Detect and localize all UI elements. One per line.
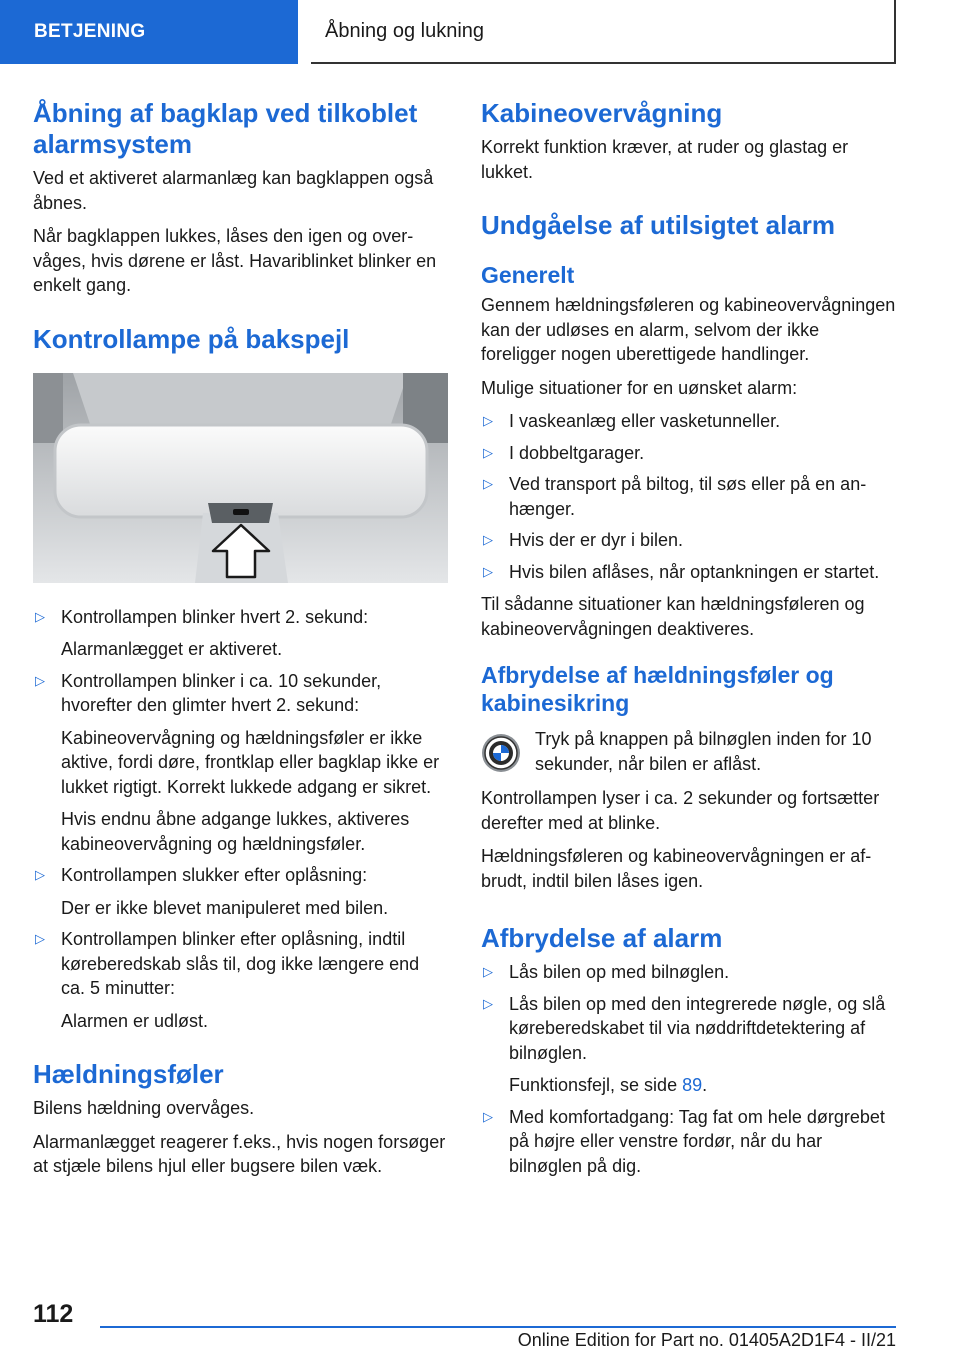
list-item	[33, 605, 448, 662]
list-item	[481, 441, 896, 466]
text-general-2: Mulige situationer for en uønsket alarm:	[481, 377, 798, 398]
header-section-label: BETJENING	[34, 21, 146, 42]
triangle-right-icon: ▷	[35, 608, 45, 624]
heading-stop-alarm: Afbrydelse af alarm	[481, 923, 723, 953]
header-chapter-label: Åbning og lukning	[325, 19, 485, 42]
triangle-right-icon: ▷	[483, 964, 493, 979]
text-tailgate-2: Når bagklappen lukkes, låses den igen og overvåges, hvis dørene er låst. Havariblinket blinker en enkelt gang.	[33, 226, 437, 295]
list-item	[481, 409, 896, 434]
subtext-suffix: .	[702, 1075, 708, 1095]
page-number: 112	[33, 1300, 74, 1328]
text-interrupt-2: Hældningsføleren og kabineovervågningen er afbrudt, indtil bilen låses igen.	[481, 846, 872, 891]
text-tilt-1: Bilens hældning overvåges.	[33, 1098, 255, 1118]
list-item	[481, 472, 896, 521]
triangle-right-icon: ▷	[483, 995, 493, 1011]
left-column	[33, 98, 448, 1188]
list-item-text: Lås bilen op med den integrerede nøgle, og slå køreberedskabet til via nøddriftdetektering af bilnøglen.	[509, 993, 886, 1063]
list-item-text: Ved transport på biltog, til søs eller på en anhænger.	[509, 474, 867, 519]
list-item-text: Hvis bilen aflåses, når optankningen er startet.	[509, 561, 880, 582]
triangle-right-icon: ▷	[483, 413, 493, 428]
rearview-mirror-image	[33, 373, 448, 583]
list-item-text: Med komfortadgang: Tag fat om hele dørgrebet på højre eller venstre fordør, når du har bilnøglen på dig.	[509, 1106, 885, 1176]
list-item-subtext: Alarmen er udløst.	[61, 1010, 209, 1031]
list-item	[481, 560, 896, 585]
list-item	[33, 927, 448, 1033]
list-item-text: I vaskeanlæg eller vasketunneller.	[509, 411, 781, 431]
footer-divider	[100, 1326, 896, 1328]
list-item-subtext: Der er ikke blevet manipuleret med bilen.	[61, 897, 389, 918]
triangle-right-icon: ▷	[35, 672, 45, 688]
text-interrupt-1: Kontrollampen lyser i ca. 2 sekunder og fortsætter derefter med at blinke.	[481, 788, 880, 833]
triangle-right-icon: ▷	[483, 1108, 493, 1124]
subtext-prefix: Funktionsfejl, se side	[509, 1075, 683, 1095]
key-instruction	[481, 727, 896, 778]
header-chapter-box	[311, 0, 896, 64]
heading-avoid-alarm: Undgåelse af utilsigtet alarm	[481, 210, 835, 240]
list-item-text: Kontrollampen slukker efter oplåsning:	[61, 865, 368, 885]
list-item	[481, 992, 896, 1098]
list-item-subtext	[509, 1073, 896, 1098]
heading-tilt-sensor: Hældningsføler	[33, 1059, 224, 1089]
list-item-subtext: Hvis endnu åbne adgange lukkes, aktiveres kabineovervågning og hældningsføler.	[61, 809, 410, 854]
list-item	[481, 1105, 896, 1179]
control-lamp-list	[33, 605, 448, 1034]
heading-control-lamp: Kontrollampe på bakspejl	[33, 323, 350, 354]
list-item	[33, 863, 448, 920]
key-button-icon	[481, 733, 521, 773]
list-item-text: Lås bilen op med bilnøglen.	[509, 962, 730, 982]
list-item	[481, 960, 896, 985]
triangle-right-icon: ▷	[483, 532, 493, 547]
heading-tailgate: Åbning af bagklap ved tilkoblet alarmsystem	[33, 98, 418, 159]
list-item	[481, 528, 896, 553]
list-item-subtext: Alarmanlægget er aktiveret.	[61, 639, 283, 659]
list-item-text: Kontrollampen blinker hvert 2. sekund:	[61, 606, 369, 627]
triangle-right-icon: ▷	[483, 563, 493, 579]
text-tailgate-1: Ved et aktiveret alarmanlæg kan bagklappen også åbnes.	[33, 168, 434, 213]
text-tilt-2: Alarmanlægget reagerer f.eks., hvis nogen forsøger at stjæle bilens hjul eller bugsere bilen væk.	[33, 1131, 446, 1176]
list-item-subtext: Kabineovervågning og hældningsføler er ikke aktive, fordi døre, frontklap eller bagklap ikke er lukket rigtigt. Korrekt lukkede adgang er sikret.	[61, 727, 440, 797]
text-key-press: Tryk på knappen på bilnøglen inden for 10 sekunder, når bilen er aflåst.	[535, 729, 872, 774]
list-item-text: Hvis der er dyr i bilen.	[509, 530, 684, 550]
triangle-right-icon: ▷	[483, 444, 493, 460]
page-link-89[interactable]: 89	[682, 1075, 703, 1095]
right-column	[481, 98, 896, 1186]
list-item-text: Kontrollampen blinker efter oplåsning, indtil køreberedskab slås til, dog ikke længere end ca. 5 minutter:	[61, 929, 420, 998]
text-general-3: Til sådanne situationer kan hældningsføleren og kabineovervågningen deaktiveres.	[481, 594, 865, 639]
triangle-right-icon: ▷	[35, 931, 45, 946]
list-item-text: Kontrollampen blinker i ca. 10 sekunder, hvorefter den glimter hvert 2. sekund:	[61, 670, 382, 715]
list-item-text: I dobbeltgarager.	[509, 442, 645, 463]
triangle-right-icon: ▷	[35, 867, 45, 882]
situations-list	[481, 409, 896, 584]
text-cabin: Korrekt funktion kræver, at ruder og glastag er lukket.	[481, 137, 849, 182]
stop-alarm-list	[481, 960, 896, 1178]
footer-edition: Online Edition for Part no. 01405A2D1F4 - II/21	[517, 1330, 896, 1350]
list-item	[33, 669, 448, 857]
heading-interrupt-sensors: Afbrydelse af hældningsføler og kabinesikring	[481, 662, 834, 716]
header-section-tab	[0, 0, 298, 64]
text-general-1: Gennem hældningsføleren og kabineovervågningen kan der udløses en alarm, selvom der ikke foreligger nogen uberettigede handlinger.	[481, 295, 896, 364]
triangle-right-icon: ▷	[483, 476, 493, 491]
heading-general: Generelt	[481, 262, 575, 288]
heading-cabin-monitoring: Kabineovervågning	[481, 98, 723, 128]
